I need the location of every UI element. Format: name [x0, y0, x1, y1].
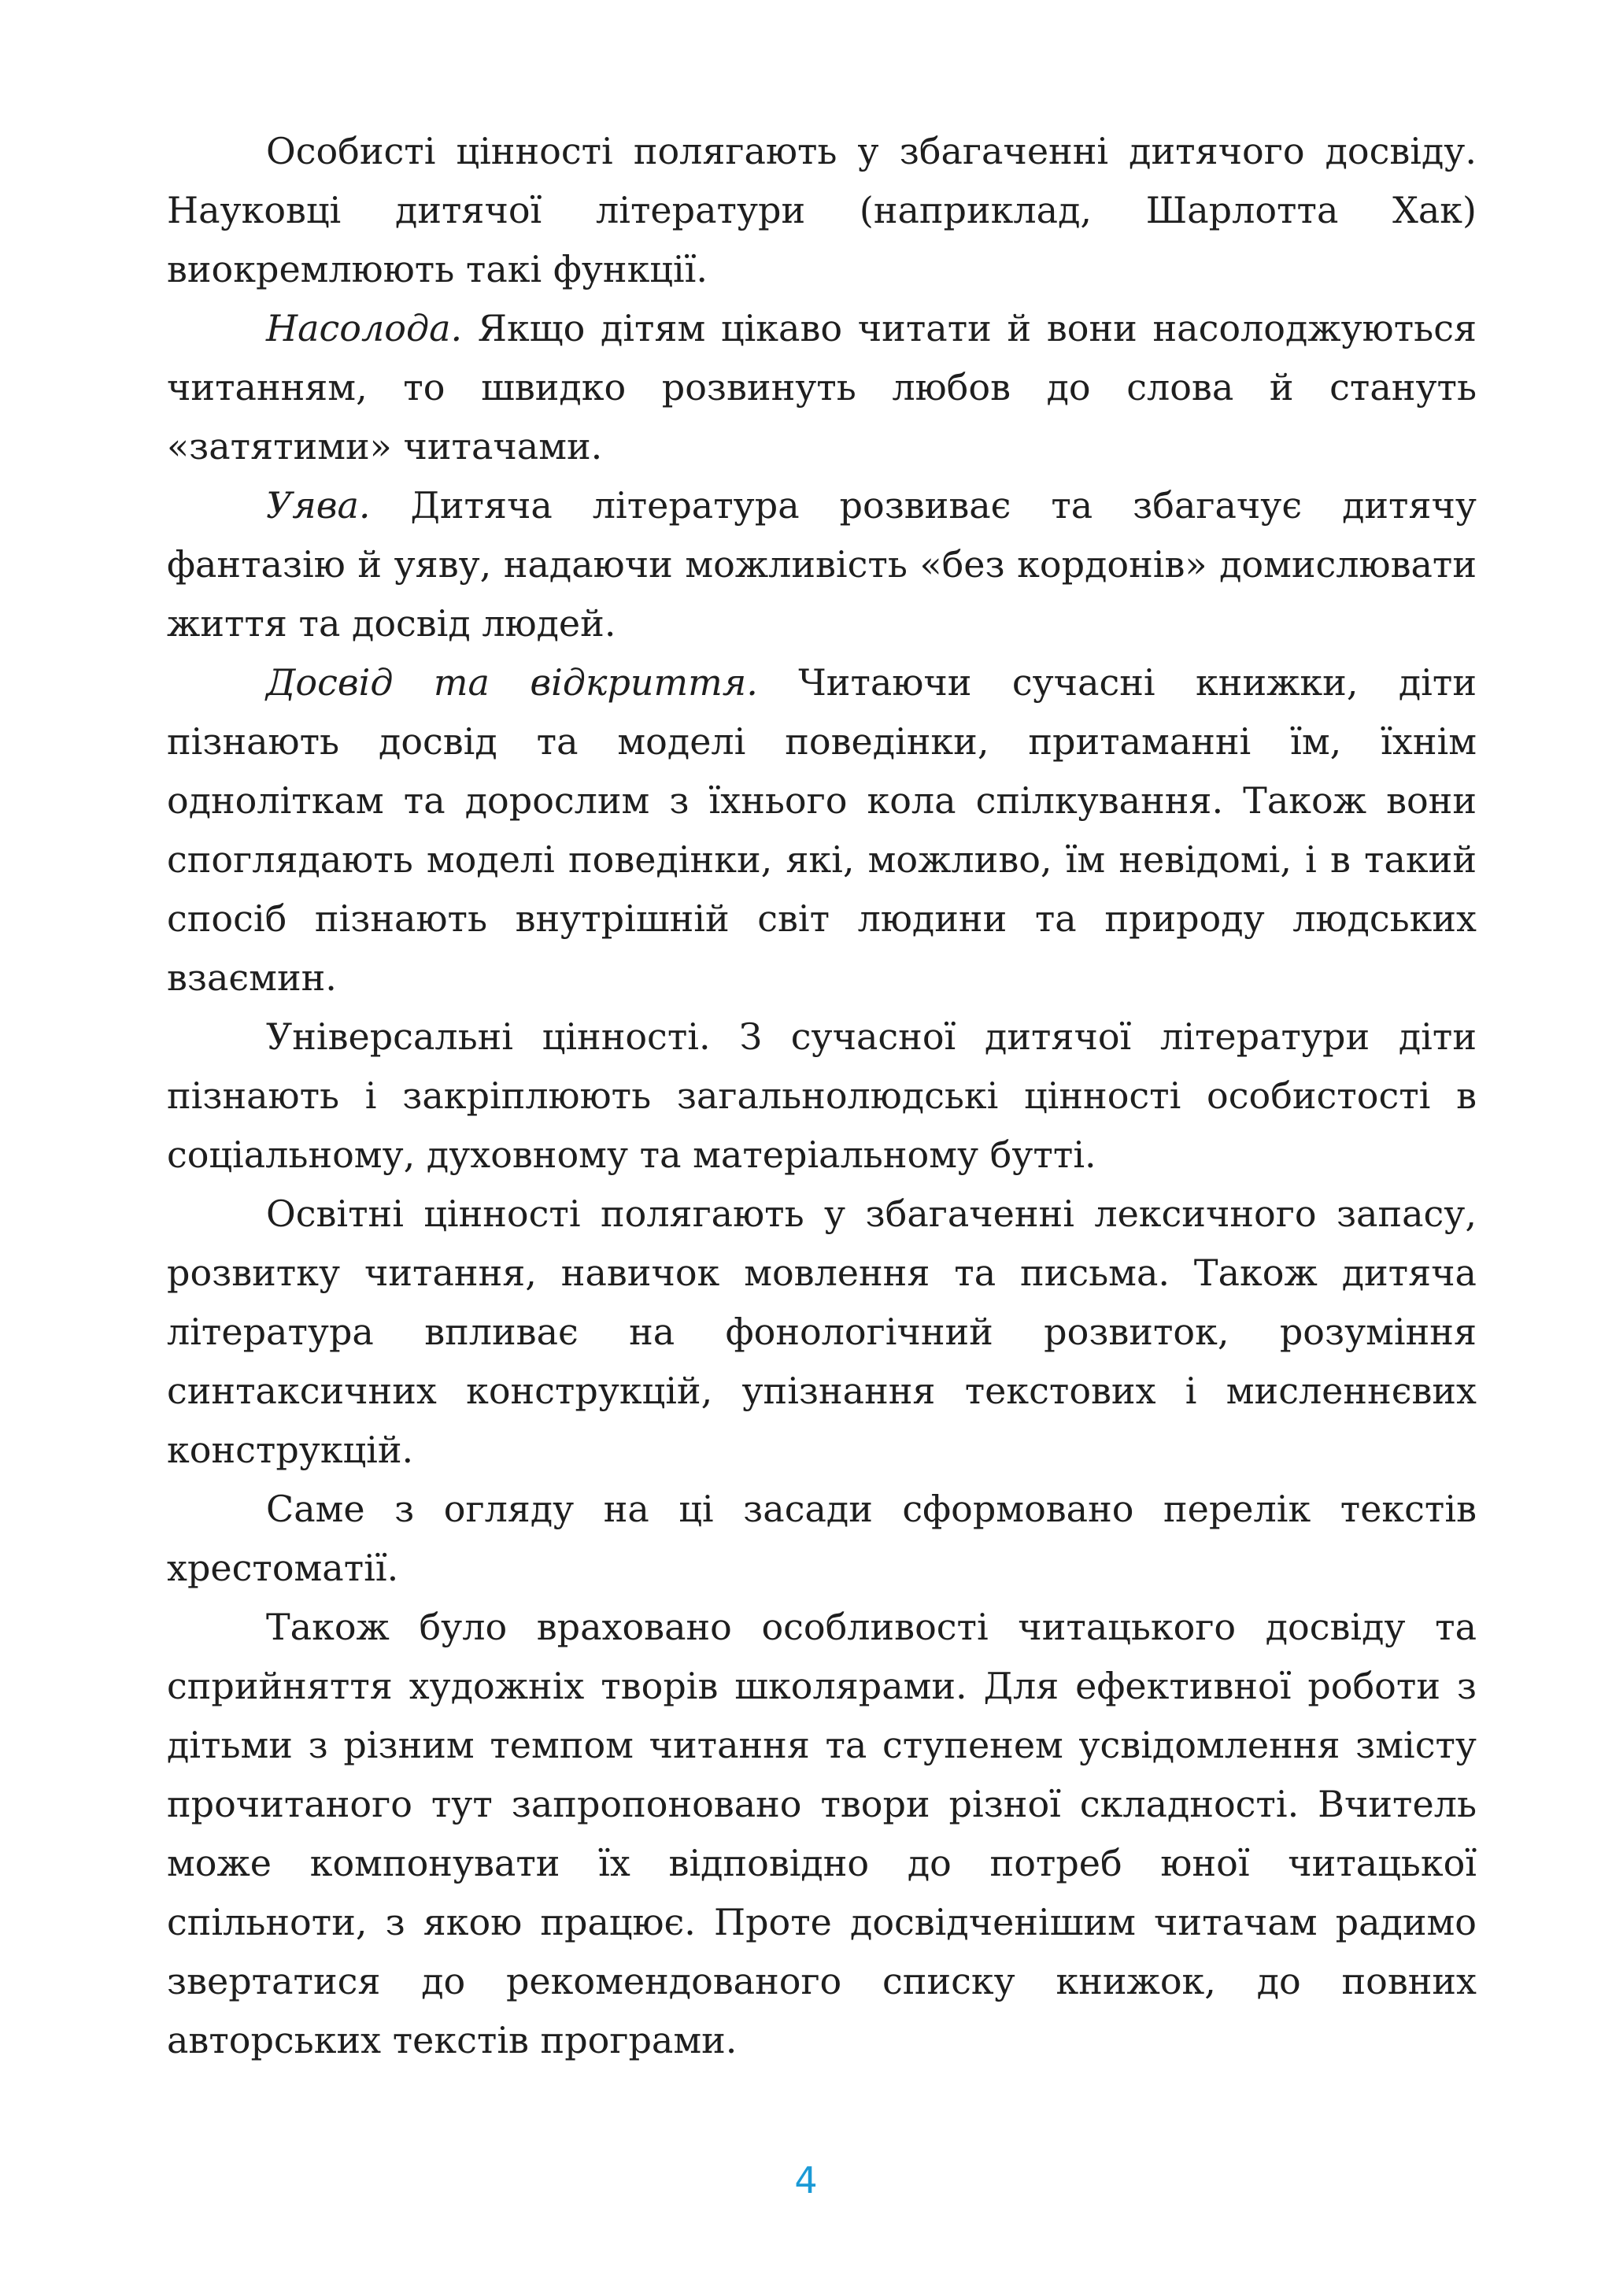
- paragraph-text: Якщо дітям цікаво читати й вони насолоджуються читанням, то швидко розвинуть любов до слова й стануть «затятими» читачами.: [167, 307, 1477, 468]
- page-number: 4: [794, 2159, 818, 2202]
- paragraph-personal-values: [167, 122, 1477, 299]
- paragraph-text: Саме з огляду на ці засади сформовано перелік текстів хрестоматії.: [167, 1488, 1477, 1589]
- paragraph-text: Читаючи сучасні книжки, діти пізнають досвід та моделі поведінки, притаманні їм, їхнім одноліткам та дорослим з їхнього кола спілкування. Також вони споглядають моделі поведінки, які, можливо, їм невідомі, і в такий спосіб пізнають внутрішній світ людини та природу людських взаємин.: [167, 661, 1477, 999]
- paragraph-text: Універсальні цінності. З сучасної дитячої літератури діти пізнають і закріплюють загальнолюдські цінності особистості в соціальному, духовному та матеріальному бутті.: [167, 1015, 1477, 1176]
- paragraph-reading-experience: [167, 1598, 1477, 2070]
- paragraph-text: Також було враховано особливості читацького досвіду та сприйняття художніх творів школярами. Для ефективної роботи з дітьми з різним темпом читання та ступенем усвідомлення змісту прочитаного тут запропоновано твори різної складності. Вчитель може компонувати їх відповідно до потреб юної читацької спільноти, з якою працює. Проте досвідченішим читачам радимо звертатися до рекомендованого списку книжок, до повних авторських текстів програми.: [167, 1606, 1477, 2061]
- paragraph-text: Освітні цінності полягають у збагаченні лексичного запасу, розвитку читання, навичок мовлення та письма. Також дитяча література впливає на фонологічний розвиток, розуміння синтаксичних конструкцій, упізнання текстових і мисленнєвих конструкцій.: [167, 1192, 1477, 1471]
- paragraph-text: Особисті цінності полягають у збагаченні дитячого досвіду. Науковці дитячої літератури (наприклад, Шарлотта Хак) виокремлюють такі функції.: [167, 130, 1477, 290]
- paragraph-anthology-list: [167, 1480, 1477, 1598]
- paragraph-imagination: [167, 476, 1477, 653]
- page-body: [167, 122, 1477, 2070]
- paragraph-term: Досвід та відкриття.: [266, 661, 758, 704]
- paragraph-term: Насолода.: [266, 307, 463, 349]
- paragraph-term: Уява.: [266, 484, 371, 527]
- paragraph-universal-values: [167, 1008, 1477, 1185]
- paragraph-educational-values: [167, 1185, 1477, 1480]
- paragraph-experience-discovery: [167, 653, 1477, 1008]
- paragraph-text: Дитяча література розвиває та збагачує дитячу фантазію й уяву, надаючи можливість «без кордонів» домислювати життя та досвід людей.: [167, 484, 1477, 645]
- paragraph-pleasure: [167, 299, 1477, 476]
